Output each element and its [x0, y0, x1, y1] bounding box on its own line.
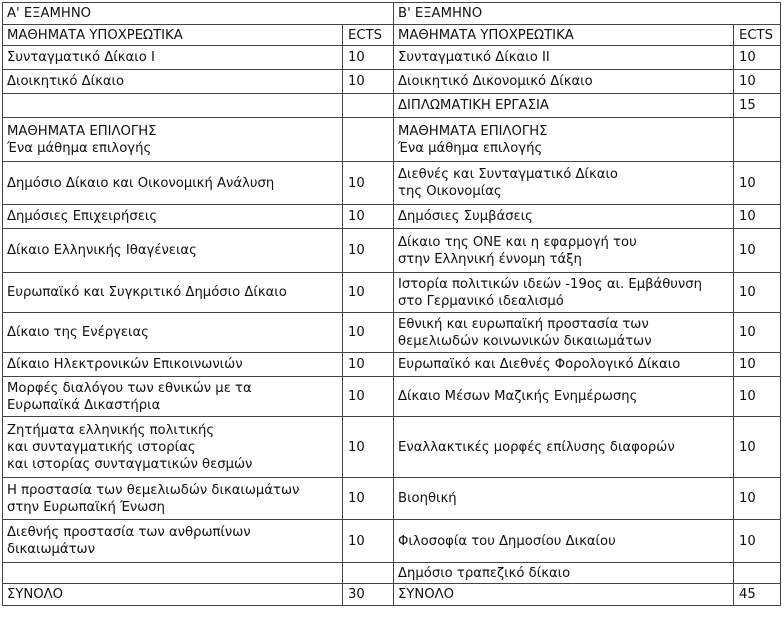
semester-b-total-ects: 45	[734, 584, 781, 606]
semester-a-total-label: ΣΥΝΟΛΟ	[3, 584, 343, 606]
curriculum-table	[2, 2, 781, 606]
table-row	[3, 229, 781, 273]
semester-a-ects: 10	[343, 205, 394, 229]
table-row	[3, 313, 781, 353]
table-row	[3, 46, 781, 70]
semester-b-ects: 10	[734, 205, 781, 229]
semester-a-course	[3, 94, 343, 118]
semester-b-course: Δίκαιο της ΟΝΕ και η εφαρμογή του στην Ελληνική έννομη τάξη	[394, 229, 734, 273]
semester-b-ects: 10	[734, 229, 781, 273]
semester-b-total-label: ΣΥΝΟΛΟ	[394, 584, 734, 606]
semester-b-elective-header: ΜΑΘΗΜΑΤΑ ΕΠΙΛΟΓΗΣ Ένα μάθημα επιλογής	[394, 118, 734, 162]
semester-b-course: Δημόσιες Συμβάσεις	[394, 205, 734, 229]
semester-b-ects: 10	[734, 377, 781, 417]
semester-a-ects: 10	[343, 46, 394, 70]
elective-header-row	[3, 118, 781, 162]
semester-b-ects: 10	[734, 46, 781, 70]
table-row	[3, 273, 781, 313]
semester-b-title: Β' ΕΞΑΜΗΝΟ	[394, 3, 781, 25]
semester-b-ects-header: ECTS	[734, 25, 781, 46]
semester-b-ects: 10	[734, 273, 781, 313]
semester-a-course: Μορφές διαλόγου των εθνικών με τα Ευρωπαϊκά Δικαστήρια	[3, 377, 343, 417]
table-row	[3, 563, 781, 584]
semester-b-ects: 10	[734, 353, 781, 377]
semester-b-course: Διεθνές και Συνταγματικό Δίκαιο της Οικονομίας	[394, 162, 734, 205]
semester-a-course: Δημόσιο Δίκαιο και Οικονομική Ανάλυση	[3, 162, 343, 205]
semester-b-course: ΔΙΠΛΩΜΑΤΙΚΗ ΕΡΓΑΣΙΑ	[394, 94, 734, 118]
semester-a-mandatory-header: ΜΑΘΗΜΑΤΑ ΥΠΟΧΡΕΩΤΙΚΑ	[3, 25, 343, 46]
semester-a-ects: 10	[343, 478, 394, 520]
total-row	[3, 584, 781, 606]
semester-b-course: Βιοηθική	[394, 478, 734, 520]
semester-a-ects: 10	[343, 353, 394, 377]
semester-a-course: Δίκαιο Ελληνικής Ιθαγένειας	[3, 229, 343, 273]
table-row	[3, 70, 781, 94]
semester-a-ects-header: ECTS	[343, 25, 394, 46]
semester-b-ects: 10	[734, 520, 781, 563]
semester-a-course	[3, 563, 343, 584]
table-row	[3, 353, 781, 377]
semester-a-course: Διοικητικό Δίκαιο	[3, 70, 343, 94]
semester-a-course: Συνταγματικό Δίκαιο Ι	[3, 46, 343, 70]
semester-b-course: Εθνική και ευρωπαϊκή προστασία των θεμελιωδών κοινωνικών δικαιωμάτων	[394, 313, 734, 353]
semester-b-ects: 10	[734, 313, 781, 353]
table-row	[3, 205, 781, 229]
semester-a-ects: 10	[343, 70, 394, 94]
table-row	[3, 520, 781, 563]
semester-b-mandatory-header: ΜΑΘΗΜΑΤΑ ΥΠΟΧΡΕΩΤΙΚΑ	[394, 25, 734, 46]
semester-a-course: Δίκαιο της Ενέργειας	[3, 313, 343, 353]
semester-b-ects: 10	[734, 162, 781, 205]
semester-a-ects: 10	[343, 377, 394, 417]
table-row	[3, 417, 781, 478]
semester-a-course: Ευρωπαϊκό και Συγκριτικό Δημόσιο Δίκαιο	[3, 273, 343, 313]
semester-b-ects	[734, 563, 781, 584]
semester-a-course: Δίκαιο Ηλεκτρονικών Επικοινωνιών	[3, 353, 343, 377]
semester-a-elective-header: ΜΑΘΗΜΑΤΑ ΕΠΙΛΟΓΗΣ Ένα μάθημα επιλογής	[3, 118, 343, 162]
semester-a-title: Α' ΕΞΑΜΗΝΟ	[3, 3, 394, 25]
column-header-row	[3, 25, 781, 46]
table-row	[3, 377, 781, 417]
semester-b-course: Δίκαιο Μέσων Μαζικής Ενημέρωσης	[394, 377, 734, 417]
semester-b-course: Ιστορία πολιτικών ιδεών -19ος αι. Εμβάθυνση στο Γερμανικό ιδεαλισμό	[394, 273, 734, 313]
semester-b-course: Συνταγματικό Δίκαιο ΙΙ	[394, 46, 734, 70]
semester-a-ects	[343, 118, 394, 162]
semester-b-course: Ευρωπαϊκό και Διεθνές Φορολογικό Δίκαιο	[394, 353, 734, 377]
semester-a-ects	[343, 94, 394, 118]
semester-a-ects: 10	[343, 313, 394, 353]
semester-b-course: Φιλοσοφία του Δημοσίου Δικαίου	[394, 520, 734, 563]
semester-a-course: Ζητήματα ελληνικής πολιτικής και συνταγματικής ιστορίας και ιστορίας συνταγματικών θεσμών	[3, 417, 343, 478]
semester-a-ects: 10	[343, 417, 394, 478]
semester-b-ects: 10	[734, 478, 781, 520]
semester-b-ects	[734, 118, 781, 162]
semester-b-course: Εναλλακτικές μορφές επίλυσης διαφορών	[394, 417, 734, 478]
table-row	[3, 478, 781, 520]
table-row	[3, 162, 781, 205]
semester-b-ects: 15	[734, 94, 781, 118]
semester-b-ects: 10	[734, 417, 781, 478]
semester-a-course: Δημόσιες Επιχειρήσεις	[3, 205, 343, 229]
semester-a-ects: 10	[343, 273, 394, 313]
semester-a-ects: 10	[343, 162, 394, 205]
table-row	[3, 94, 781, 118]
semester-a-course: Διεθνής προστασία των ανθρωπίνων δικαιωμάτων	[3, 520, 343, 563]
semester-a-ects: 10	[343, 520, 394, 563]
semester-a-ects: 10	[343, 229, 394, 273]
semester-a-ects	[343, 563, 394, 584]
semester-b-course: Διοικητικό Δικονομικό Δίκαιο	[394, 70, 734, 94]
semester-b-ects: 10	[734, 70, 781, 94]
semester-b-course: Δημόσιο τραπεζικό δίκαιο	[394, 563, 734, 584]
semester-a-course: Η προστασία των θεμελιωδών δικαιωμάτων στην Ευρωπαϊκή Ένωση	[3, 478, 343, 520]
semester-title-row	[3, 3, 781, 25]
semester-a-total-ects: 30	[343, 584, 394, 606]
